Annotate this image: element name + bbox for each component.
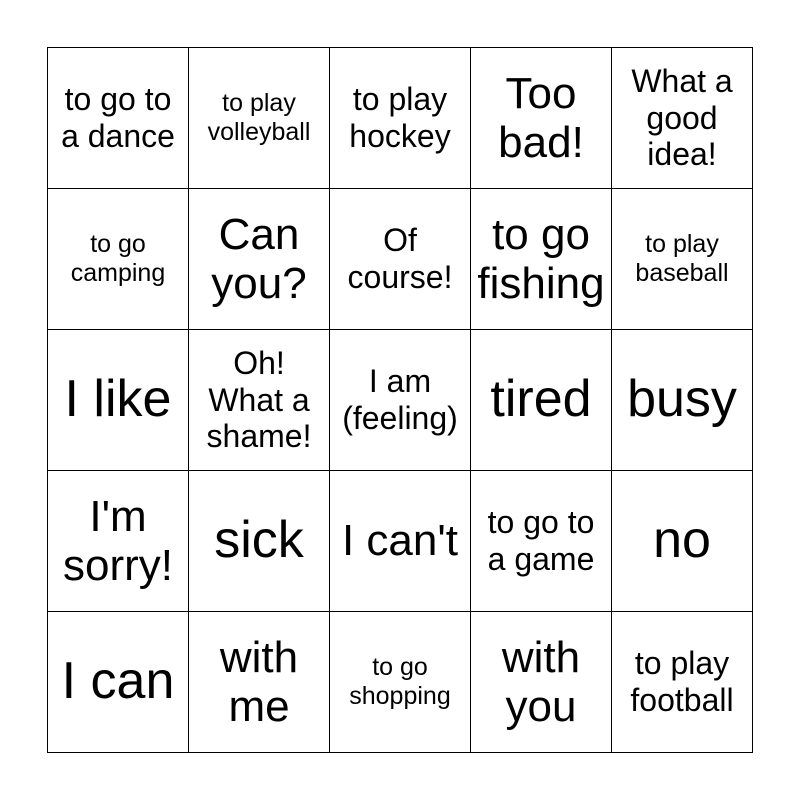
cell-text: to go fishing	[477, 209, 605, 308]
bingo-board	[47, 47, 753, 753]
cell-text: I can't	[341, 516, 458, 566]
bingo-cell[interactable]	[330, 330, 471, 471]
cell-text: I am (feeling)	[342, 363, 458, 436]
bingo-cell[interactable]	[612, 48, 753, 189]
cell-text: Oh! What a shame!	[206, 344, 312, 455]
bingo-cell[interactable]	[471, 330, 612, 471]
bingo-cell[interactable]	[330, 612, 471, 753]
cell-text: I like	[64, 370, 172, 429]
cell-text: Too bad!	[498, 68, 584, 167]
cell-text: sick	[214, 511, 304, 570]
cell-text: busy	[627, 370, 737, 429]
bingo-cell[interactable]	[330, 471, 471, 612]
cell-text: with you	[501, 632, 581, 731]
cell-text: to go shopping	[349, 653, 451, 710]
bingo-cell[interactable]	[471, 612, 612, 753]
cell-text: to go camping	[70, 230, 166, 287]
bingo-cell[interactable]	[48, 612, 189, 753]
cell-text: no	[653, 511, 711, 570]
bingo-cell[interactable]	[330, 48, 471, 189]
cell-text: Can you?	[211, 209, 307, 308]
cell-text: to play football	[630, 645, 734, 718]
bingo-cell[interactable]	[612, 330, 753, 471]
bingo-cell[interactable]	[612, 189, 753, 330]
bingo-cell[interactable]	[189, 48, 330, 189]
cell-text: to go to a game	[487, 504, 595, 577]
bingo-cell[interactable]	[471, 189, 612, 330]
cell-text: to play baseball	[635, 230, 729, 287]
cell-text: with me	[219, 632, 299, 731]
bingo-cell[interactable]	[471, 48, 612, 189]
bingo-cell[interactable]	[48, 330, 189, 471]
bingo-cell[interactable]	[48, 189, 189, 330]
cell-text: I can	[61, 652, 175, 711]
bingo-cell[interactable]	[471, 471, 612, 612]
bingo-cell[interactable]	[189, 330, 330, 471]
cell-text: I'm sorry!	[63, 491, 173, 590]
cell-text: to play volleyball	[207, 89, 311, 146]
bingo-cell[interactable]	[48, 471, 189, 612]
cell-text: to go to a dance	[61, 81, 175, 154]
bingo-cell[interactable]	[330, 189, 471, 330]
bingo-cell[interactable]	[189, 471, 330, 612]
cell-text: Of course!	[347, 222, 453, 295]
cell-text: to play hockey	[349, 81, 451, 154]
bingo-cell[interactable]	[189, 612, 330, 753]
bingo-cell[interactable]	[612, 612, 753, 753]
cell-text: What a good idea!	[631, 62, 733, 173]
bingo-cell[interactable]	[189, 189, 330, 330]
cell-text: tired	[490, 370, 592, 429]
bingo-cell[interactable]	[612, 471, 753, 612]
bingo-cell[interactable]	[48, 48, 189, 189]
